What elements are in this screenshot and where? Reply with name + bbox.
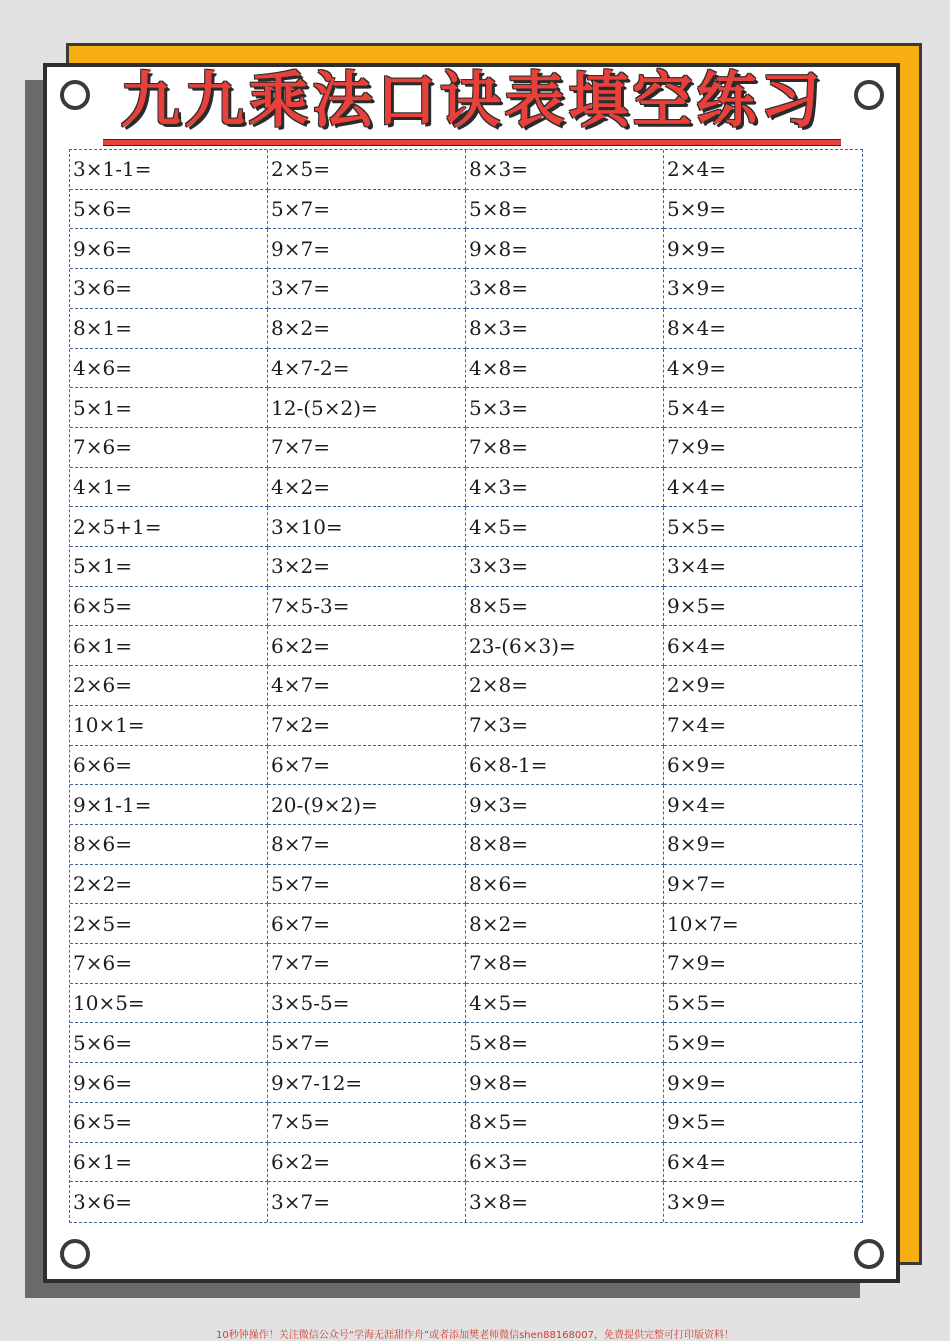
problem-cell: 7×7= [268, 428, 466, 468]
problem-cell: 8×6= [466, 865, 664, 905]
problem-cell: 4×8= [466, 349, 664, 389]
problem-cell: 8×6= [70, 825, 268, 865]
problem-cell: 4×7= [268, 666, 466, 706]
problem-cell: 2×8= [466, 666, 664, 706]
problem-cell: 8×3= [466, 309, 664, 349]
problem-cell: 4×1= [70, 468, 268, 508]
problem-cell: 3×6= [70, 269, 268, 309]
problem-cell: 3×1-1= [70, 150, 268, 190]
problem-cell: 2×5= [70, 904, 268, 944]
problem-cell: 6×7= [268, 746, 466, 786]
problem-cell: 9×9= [664, 1063, 862, 1103]
punch-hole-bottom-left [60, 1239, 90, 1269]
problem-cell: 4×6= [70, 349, 268, 389]
problem-cell: 5×8= [466, 190, 664, 230]
problem-cell: 3×7= [268, 1182, 466, 1222]
problem-cell: 2×2= [70, 865, 268, 905]
problem-cell: 2×4= [664, 150, 862, 190]
problem-cell: 10×1= [70, 706, 268, 746]
problem-cell: 5×9= [664, 190, 862, 230]
problem-cell: 10×7= [664, 904, 862, 944]
problem-cell: 8×5= [466, 1103, 664, 1143]
problem-cell: 5×9= [664, 1023, 862, 1063]
problem-cell: 2×9= [664, 666, 862, 706]
problem-cell: 9×1-1= [70, 785, 268, 825]
problem-cell: 9×5= [664, 587, 862, 627]
problem-cell: 12-(5×2)= [268, 388, 466, 428]
problem-cell: 4×5= [466, 507, 664, 547]
problem-cell: 5×3= [466, 388, 664, 428]
problem-cell: 5×4= [664, 388, 862, 428]
punch-hole-top-left [60, 80, 90, 110]
problem-cell: 5×7= [268, 865, 466, 905]
problem-cell: 7×6= [70, 428, 268, 468]
problem-cell: 7×5-3= [268, 587, 466, 627]
problem-cell: 9×7= [664, 865, 862, 905]
problem-cell: 3×9= [664, 269, 862, 309]
problem-cell: 9×6= [70, 229, 268, 269]
problem-cell: 6×1= [70, 626, 268, 666]
problem-cell: 3×8= [466, 269, 664, 309]
problem-cell: 3×2= [268, 547, 466, 587]
problem-cell: 9×9= [664, 229, 862, 269]
problem-cell: 9×6= [70, 1063, 268, 1103]
problem-cell: 6×5= [70, 587, 268, 627]
problem-cell: 6×2= [268, 1143, 466, 1183]
problem-grid [69, 149, 863, 1223]
footer-note: 10秒钟操作！关注微信公众号“学海无涯甜作舟”或者添加樊老师微信shen88168007，免费提供完整可打印版资料！ [215, 1330, 735, 1341]
problem-cell: 7×6= [70, 944, 268, 984]
problem-cell: 7×7= [268, 944, 466, 984]
problem-cell: 3×8= [466, 1182, 664, 1222]
problem-cell: 7×5= [268, 1103, 466, 1143]
problem-cell: 8×5= [466, 587, 664, 627]
problem-cell: 3×4= [664, 547, 862, 587]
problem-cell: 8×3= [466, 150, 664, 190]
problem-cell: 6×7= [268, 904, 466, 944]
problem-cell: 5×7= [268, 1023, 466, 1063]
problem-cell: 7×8= [466, 944, 664, 984]
problem-cell: 7×3= [466, 706, 664, 746]
problem-cell: 6×5= [70, 1103, 268, 1143]
problem-cell: 10×5= [70, 984, 268, 1024]
problem-cell: 4×5= [466, 984, 664, 1024]
problem-cell: 3×5-5= [268, 984, 466, 1024]
problem-cell: 7×9= [664, 944, 862, 984]
problem-cell: 4×7-2= [268, 349, 466, 389]
problem-cell: 9×7= [268, 229, 466, 269]
title-underline [103, 139, 841, 146]
problem-cell: 5×6= [70, 190, 268, 230]
problem-cell: 7×8= [466, 428, 664, 468]
problem-cell: 8×2= [268, 309, 466, 349]
problem-cell: 4×2= [268, 468, 466, 508]
problem-cell: 2×5+1= [70, 507, 268, 547]
problem-cell: 9×8= [466, 229, 664, 269]
problem-cell: 9×4= [664, 785, 862, 825]
problem-cell: 3×7= [268, 269, 466, 309]
problem-cell: 6×4= [664, 1143, 862, 1183]
problem-cell: 5×7= [268, 190, 466, 230]
problem-cell: 4×9= [664, 349, 862, 389]
worksheet-title: 九九乘法口诀表填空练习 [120, 66, 825, 136]
problem-cell: 23-(6×3)= [466, 626, 664, 666]
problem-cell: 9×5= [664, 1103, 862, 1143]
problem-cell: 6×4= [664, 626, 862, 666]
problem-cell: 8×2= [466, 904, 664, 944]
problem-cell: 6×3= [466, 1143, 664, 1183]
problem-cell: 7×9= [664, 428, 862, 468]
problem-cell: 4×3= [466, 468, 664, 508]
problem-cell: 2×6= [70, 666, 268, 706]
problem-cell: 5×5= [664, 984, 862, 1024]
problem-cell: 3×6= [70, 1182, 268, 1222]
problem-cell: 6×6= [70, 746, 268, 786]
punch-hole-top-right [854, 80, 884, 110]
problem-cell: 6×9= [664, 746, 862, 786]
problem-cell: 7×4= [664, 706, 862, 746]
problem-cell: 3×3= [466, 547, 664, 587]
problem-cell: 6×8-1= [466, 746, 664, 786]
problem-cell: 5×1= [70, 388, 268, 428]
problem-cell: 9×7-12= [268, 1063, 466, 1103]
problem-cell: 8×1= [70, 309, 268, 349]
problem-cell: 5×1= [70, 547, 268, 587]
problem-cell: 6×2= [268, 626, 466, 666]
problem-cell: 4×4= [664, 468, 862, 508]
problem-cell: 5×5= [664, 507, 862, 547]
problem-cell: 8×4= [664, 309, 862, 349]
problem-cell: 2×5= [268, 150, 466, 190]
problem-cell: 8×7= [268, 825, 466, 865]
problem-cell: 5×6= [70, 1023, 268, 1063]
problem-cell: 3×10= [268, 507, 466, 547]
problem-cell: 5×8= [466, 1023, 664, 1063]
problem-cell: 8×8= [466, 825, 664, 865]
problem-cell: 9×8= [466, 1063, 664, 1103]
problem-cell: 7×2= [268, 706, 466, 746]
problem-cell: 6×1= [70, 1143, 268, 1183]
problem-cell: 8×9= [664, 825, 862, 865]
problem-cell: 9×3= [466, 785, 664, 825]
problem-cell: 3×9= [667, 1190, 726, 1215]
problem-cell: 20-(9×2)= [268, 785, 466, 825]
punch-hole-bottom-right [854, 1239, 884, 1269]
